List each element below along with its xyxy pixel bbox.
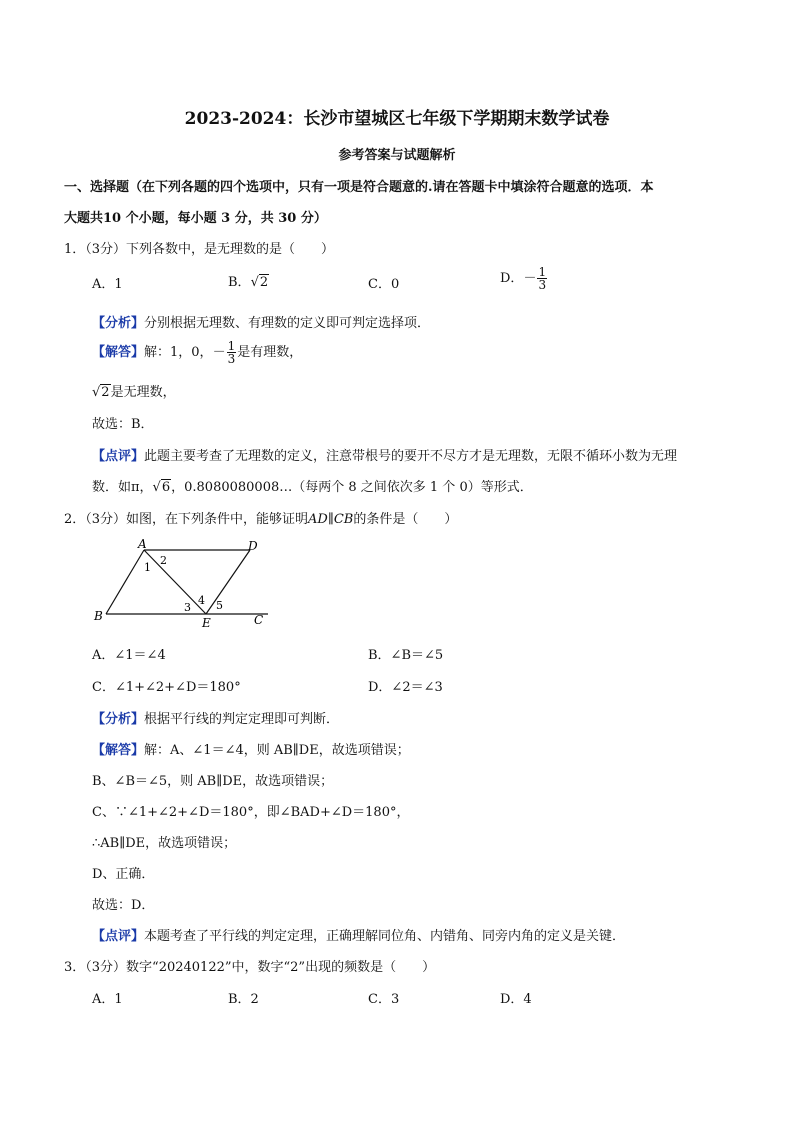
q3-stem: 3．（3分）数字“20240122”中，数字“2”出现的频数是（ ）	[64, 960, 436, 975]
figure-angle-2: 2	[160, 554, 167, 567]
q2-option-d: D．∠2＝∠3	[368, 680, 443, 695]
q1-comment-line2: 数．如π，√6，0.8080080008…（每两个 8 之间依次多 1 个 0）等形式．	[92, 480, 533, 495]
q1-answer: 【解答】解：1，0，－ $\frac{1}{3}$ 是有理数，	[92, 339, 303, 366]
q3-option-b: B．2	[228, 992, 259, 1007]
figure-angle-4: 4	[198, 594, 205, 607]
q3-option-d: D．4	[500, 992, 532, 1007]
figure-angle-1: 1	[144, 561, 151, 574]
q2-comment: 【点评】本题考查了平行线的判定定理，正确理解同位角、内错角、同旁内角的定义是关键．	[92, 929, 626, 944]
figure-label-a: A	[138, 537, 147, 551]
segment-de	[206, 550, 250, 614]
q2-answer: 【解答】解：A、∠1＝∠4，则 AB∥DE，故选项错误；	[92, 743, 410, 758]
section-heading-line2: 大题共10 个小题，每小题 3 分，共 30 分）	[64, 211, 327, 226]
page-title: 2023-2024：长沙市望城区七年级下学期期末数学试卷	[184, 109, 610, 129]
q1-choose: 故选：B．	[92, 417, 154, 432]
figure-label-e: E	[202, 616, 211, 630]
segment-ab	[106, 550, 144, 614]
figure-label-b: B	[94, 609, 103, 623]
q1-option-d: D．－ $\frac{1}{3}$	[500, 265, 547, 292]
q2-figure-parallelogram	[88, 536, 278, 630]
q1-answer-line2: √2是无理数，	[92, 385, 176, 400]
page-subtitle: 参考答案与试题解析	[338, 148, 456, 163]
q2-stem: 2．（3分）如图，在下列条件中，能够证明AD∥CB的条件是（ ）	[64, 512, 458, 527]
q3-option-c: C．3	[368, 992, 400, 1007]
q3-option-a: A．1	[92, 992, 123, 1007]
figure-label-d: D	[248, 539, 258, 553]
q2-option-a: A．∠1＝∠4	[92, 648, 166, 663]
q2-choose: 故选：D．	[92, 898, 155, 913]
section-heading-line1: 一、选择题（在下列各题的四个选项中，只有一项是符合题意的.请在答题卡中填涂符合题意的选项．本	[64, 180, 654, 195]
q1-option-a: A．1	[92, 277, 123, 292]
q1-analysis: 【分析】分别根据无理数、有理数的定义即可判定选择项．	[92, 316, 431, 331]
q1-option-c: C．0	[368, 277, 400, 292]
q2-answer-line2: B、∠B＝∠5，则 AB∥DE，故选项错误；	[92, 774, 334, 789]
q2-option-c: C．∠1+∠2+∠D＝180°	[92, 680, 241, 695]
q2-analysis: 【分析】根据平行线的判定定理即可判断．	[92, 712, 340, 727]
figure-angle-3: 3	[184, 601, 191, 614]
q1-stem: 1．（3分）下列各数中，是无理数的是（ ）	[64, 242, 335, 257]
q2-answer-line5: D、正确．	[92, 867, 155, 882]
q2-answer-line4: ∴AB∥DE，故选项错误；	[92, 836, 237, 851]
q1-option-b: B．√2	[228, 275, 269, 290]
q1-comment: 【点评】此题主要考查了无理数的定义，注意带根号的要开不尽方才是无理数，无限不循环小数为无理	[92, 449, 678, 464]
q2-option-b: B．∠B＝∠5	[368, 648, 444, 663]
segment-ae	[144, 550, 206, 614]
figure-angle-5: 5	[216, 599, 223, 612]
q2-answer-line3: C、∵∠1+∠2+∠D＝180°，即∠BAD+∠D＝180°，	[92, 805, 410, 820]
figure-label-c: C	[254, 613, 264, 627]
